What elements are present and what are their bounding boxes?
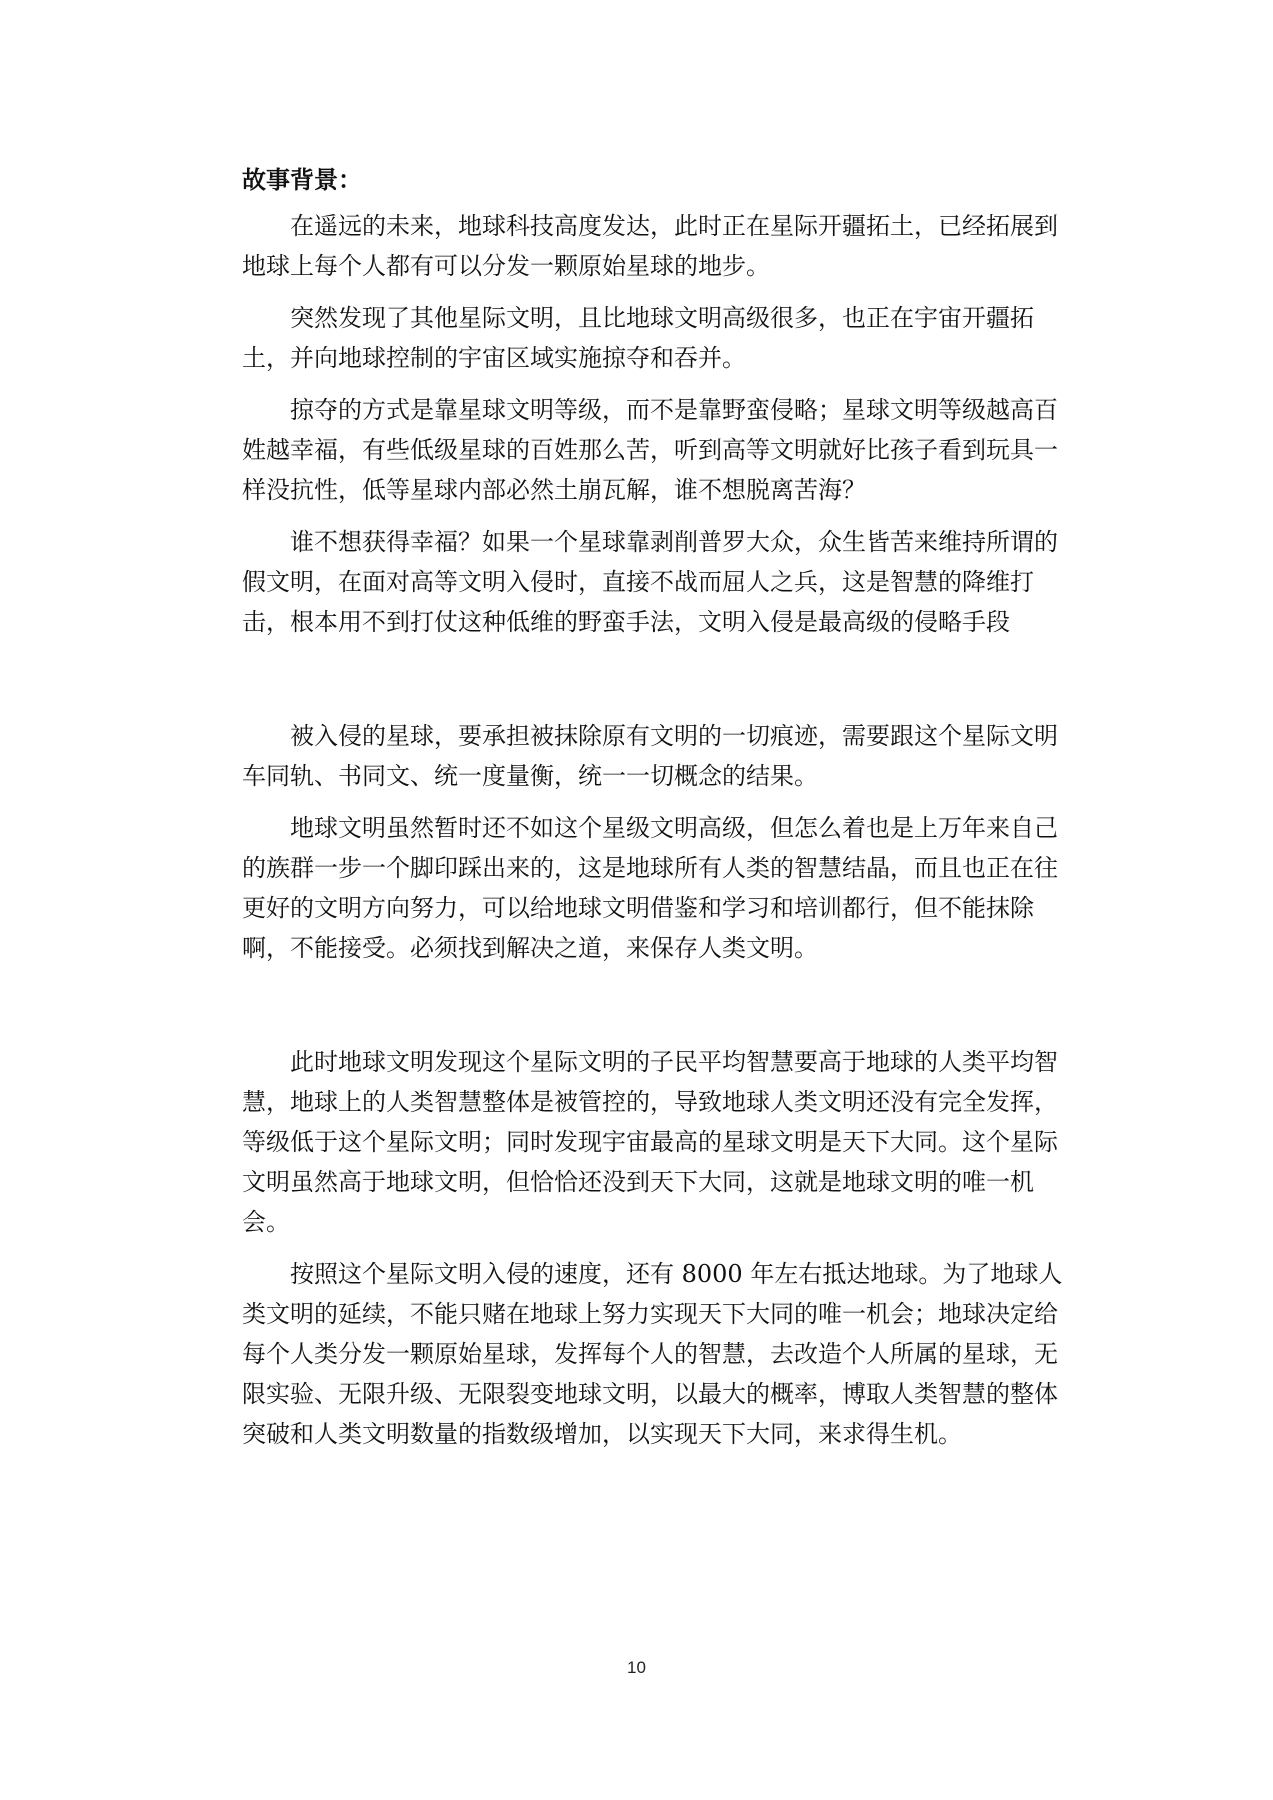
blank-line <box>242 654 1077 716</box>
paragraph: 地球文明虽然暂时还不如这个星级文明高级，但怎么着也是上万年来自己的族群一步一个脚印踩出来的，这是地球所有人类的智慧结晶，而且也正在往更好的文明方向努力，可以给地球文明借鉴和学习和培训都行，但不能抹除啊，不能接受。必须找到解决之道，来保存人类文明。 <box>242 814 1058 962</box>
section-heading: 故事背景： <box>242 166 362 194</box>
paragraph: 此时地球文明发现这个星际文明的子民平均智慧要高于地球的人类平均智慧，地球上的人类智慧整体是被管控的，导致地球人类文明还没有完全发挥，等级低于这个星际文明；同时发现宇宙最高的星球文明是天下大同。这个星际文明虽然高于地球文明，但恰恰还没到天下大同，这就是地球文明的唯一机会。 <box>242 1048 1058 1236</box>
page-number: 10 <box>627 1658 646 1677</box>
paragraph: 按照这个星际文明入侵的速度，还有 8000 年左右抵达地球。为了地球人类文明的延续，不能只赌在地球上努力实现天下大同的唯一机会；地球决定给每个人类分发一颗原始星球，发挥每个人的智慧，去改造个人所属的星球，无限实验、无限升级、无限裂变地球文明，以最大的概率，博取人类智慧的整体突破和人类文明数量的指数级增加，以实现天下大同，来求得生机。 <box>242 1260 1063 1448</box>
paragraph: 突然发现了其他星际文明，且比地球文明高级很多，也正在宇宙开疆拓土，并向地球控制的宇宙区域实施掠夺和吞并。 <box>242 304 1034 372</box>
paragraph: 被入侵的星球，要承担被抹除原有文明的一切痕迹，需要跟这个星际文明车同轨、书同文、统一度量衡，统一一切概念的结果。 <box>242 722 1058 790</box>
blank-line <box>242 980 1077 1042</box>
paragraph: 在遥远的未来，地球科技高度发达，此时正在星际开疆拓土，已经拓展到地球上每个人都有可以分发一颗原始星球的地步。 <box>242 212 1058 280</box>
paragraph: 谁不想获得幸福？如果一个星球靠剥削普罗大众，众生皆苦来维持所谓的假文明，在面对高等文明入侵时，直接不战而屈人之兵，这是智慧的降维打击，根本用不到打仗这种低维的野蛮手法，文明入侵是最高级的侵略手段 <box>242 528 1058 636</box>
document-body <box>242 160 1077 1466</box>
paragraph: 掠夺的方式是靠星球文明等级，而不是靠野蛮侵略；星球文明等级越高百姓越幸福，有些低级星球的百姓那么苦，听到高等文明就好比孩子看到玩具一样没抗性，低等星球内部必然土崩瓦解，谁不想脱离苦海？ <box>242 396 1058 504</box>
